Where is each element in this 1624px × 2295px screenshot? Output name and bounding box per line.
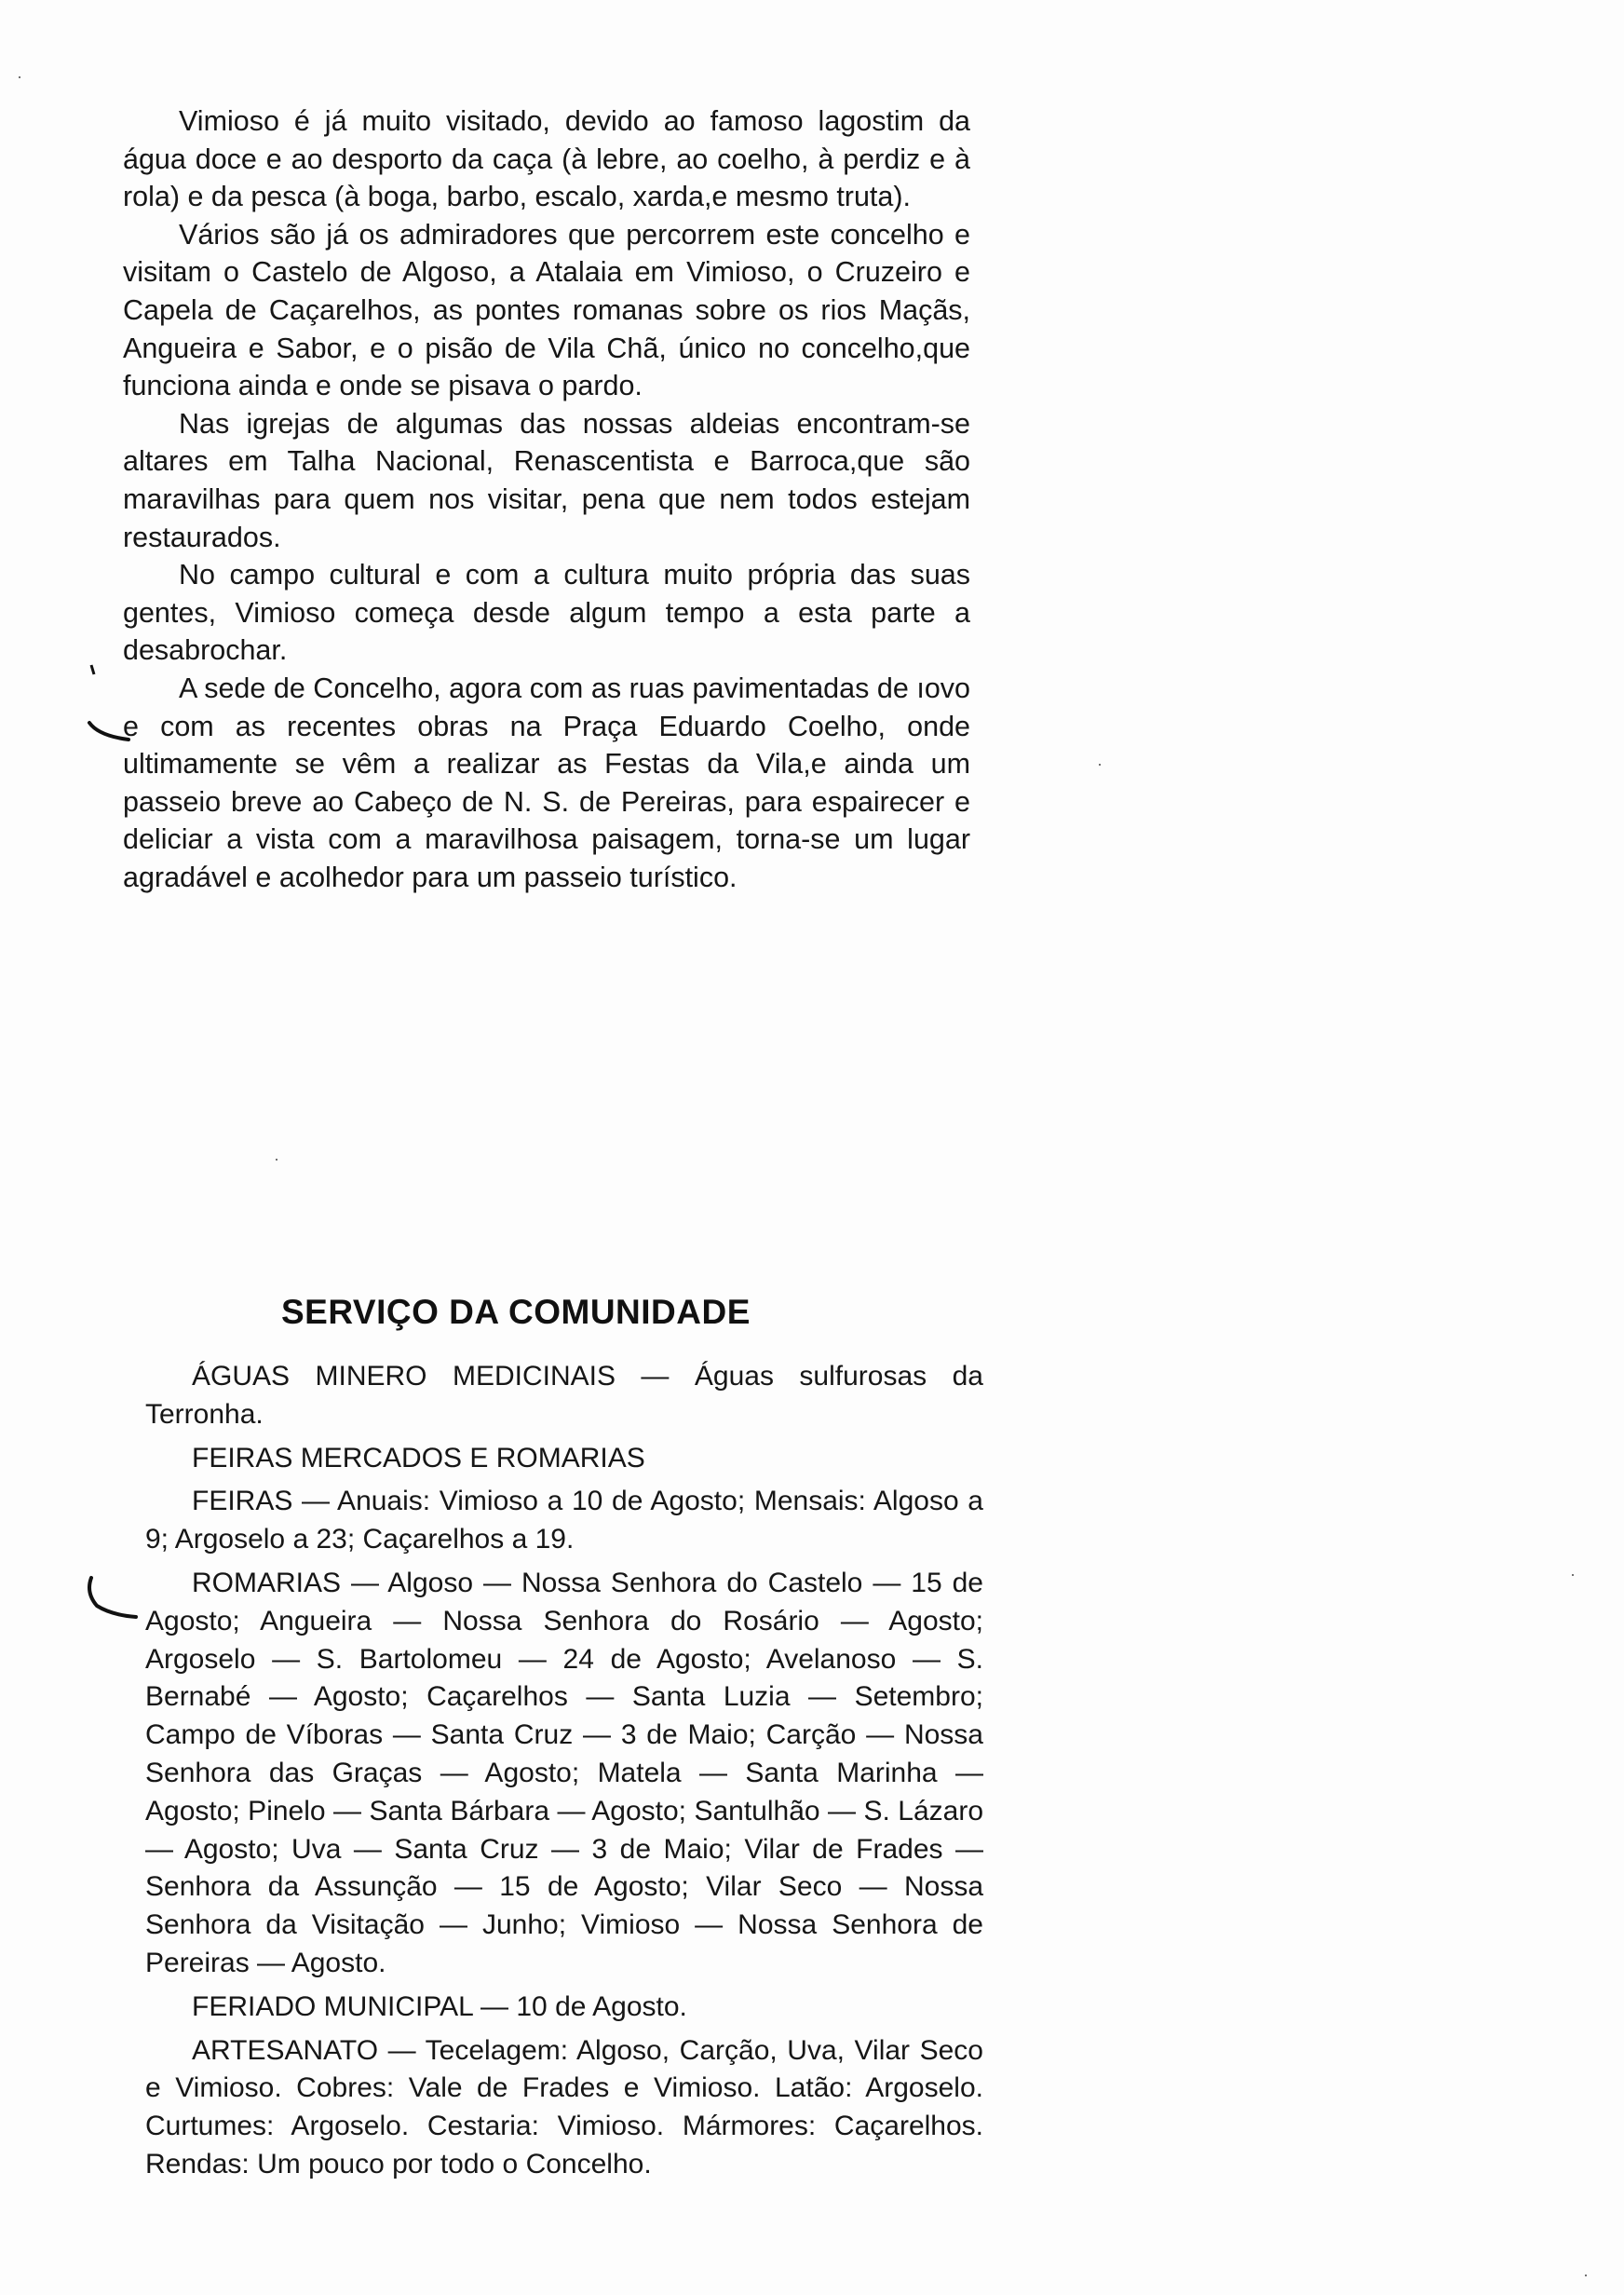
paragraph-village-seat: A sede de Concelho, agora com as ruas pavimentadas de ıovo e com as recentes obras na Praça Eduardo Coelho, onde ultimamente se vêm a realizar as Festas da Vila,e ainda um passeio breve ao Cabeço de N. S. de Pereiras, para espairecer e deliciar a vista com a maravilhosa paisagem, torna-se um lugar agradável e acolhedor para um passeio turístico. [123,672,970,893]
scan-speck [276,1159,277,1161]
scan-speck [1572,1574,1574,1576]
paragraph-monuments: Vários são já os admiradores que percorrem este concelho e visitam o Castelo de Algoso, a Atalaia em Vimioso, o Cruzeiro e Capela de Caçarelhos, as pontes romanas sobre os rios Maçãs, Angueira e Sabor, e o pisão de Vila Chã, único no concelho,que funciona ainda e onde se pisava o pardo. [123,218,970,402]
community-services-block [145,1358,983,2190]
scan-speck [19,76,20,78]
paragraph-mineral-waters: ÁGUAS MINERO MEDICINAIS — Águas sulfurosas da Terronha. [145,1361,983,1430]
paragraph-municipal-holiday: FERIADO MUNICIPAL — 10 de Agosto. [192,1990,687,2022]
pen-mark-top [86,661,142,745]
paragraph-fairs-subheading: FEIRAS MERCADOS E ROMARIAS [192,1442,645,1473]
paragraph-handicrafts: ARTESANATO — Tecelagem: Algoso, Carção, Uva, Vilar Seco e Vimioso. Cobres: Vale de Frades e Vimioso. Latão: Argoselo. Curtumes: Argoselo. Cestaria: Vimioso. Mármores: Caçarelhos. Rendas: Um pouco por todo o Concelho. [145,2034,983,2180]
section-heading: SERVIÇO DA COMUNIDADE [281,1293,751,1331]
paragraph-fairs: FEIRAS — Anuais: Vimioso a 10 de Agosto; Mensais: Algoso a 9; Argoselo a 23; Caçarelhos a 19. [145,1486,983,1555]
pen-mark-bottom [84,1574,149,1630]
paragraph-churches: Nas igrejas de algumas das nossas aldeias encontram-se altares em Talha Nacional, Renascentista e Barroca,que são maravilhas para quem nos visitar, pena que nem todos estejam restaurados. [123,407,970,553]
scan-speck [1585,2275,1587,2276]
scan-speck [1099,764,1101,766]
paragraph-tourism-intro: Vimioso é já muito visitado, devido ao famoso lagostim da água doce e ao desporto da caça (à lebre, ao coelho, à perdiz e à rola) e da pesca (à boga, barbo, escalo, xarda,e mesmo truta). [123,105,970,213]
intro-text-block [123,102,970,896]
paragraph-pilgrimages: ROMARIAS — Algoso — Nossa Senhora do Castelo — 15 de Agosto; Angueira — Nossa Senhora do Rosário — Agosto; Argoselo — S. Bartolomeu — 24 de Agosto; Avelanoso — S. Bernabé — Agosto; Caçarelhos — Santa Luzia — Setembro; Campo de Víboras — Santa Cruz — 3 de Maio; Carção — Nossa Senhora das Graças — Agosto; Matela — Santa Marinha — Agosto; Pinelo — Santa Bárbara — Agosto; Santulhão — S. Lázaro — Agosto; Uva — Santa Cruz — 3 de Maio; Vilar de Frades — Senhora da Assunção — 15 de Agosto; Vilar Seco — Nossa Senhora da Visitação — Junho; Vimioso — Nossa Senhora de Pereiras — Agosto. [145,1567,983,1978]
paragraph-culture: No campo cultural e com a cultura muito própria das suas gentes, Vimioso começa desde algum tempo a esta parte a desabrochar. [123,559,970,667]
